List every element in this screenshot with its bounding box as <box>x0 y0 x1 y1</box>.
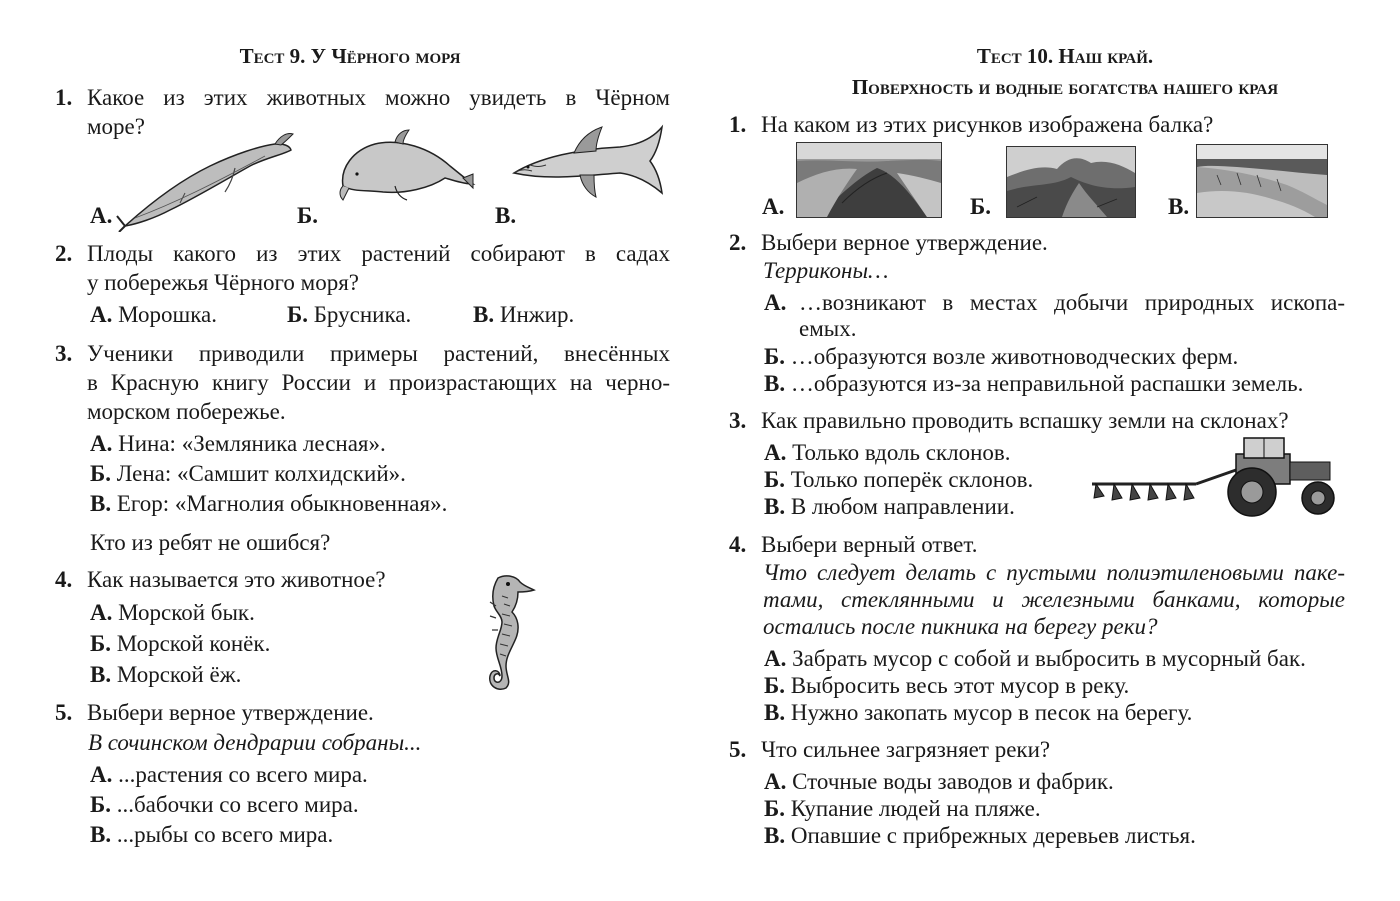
t10-q4-stem-line3: остались после пикника на берегу реки? <box>763 614 1158 639</box>
q3-option-c[interactable]: В. Егор: «Магнолия обыкновенная». <box>90 491 448 516</box>
t10-q1-option-b-label[interactable]: Б. <box>970 194 991 219</box>
q3-text-line1: Ученики приводили примеры растений, внесённых <box>87 341 670 366</box>
t10-q2-option-c[interactable]: В. …образуются из-за неправильной распашки земель. <box>764 371 1304 396</box>
q5-number: 5. <box>55 700 73 725</box>
t10-q1-option-c-label[interactable]: В. <box>1168 194 1190 219</box>
t10-q4-option-b[interactable]: Б. Выбросить весь этот мусор в реку. <box>764 673 1130 698</box>
q3-text-line2: в Красную книгу России и произрастающих на черно- <box>87 370 670 395</box>
q1-text-line1: Какое из этих животных можно увидеть в Чёрном <box>87 85 670 110</box>
t10-q4-option-c[interactable]: В. Нужно закопать мусор в песок на берегу. <box>764 700 1193 725</box>
q3-number: 3. <box>55 341 73 366</box>
t10-q2-option-a-line2[interactable]: емых. <box>799 316 857 341</box>
mountain-ridge-photo[interactable] <box>1006 146 1136 218</box>
q2-option-a[interactable]: А. Морошка. <box>90 302 217 327</box>
seahorse-icon <box>472 572 536 692</box>
t10-q1-number: 1. <box>729 112 747 137</box>
t10-q3-number: 3. <box>729 408 747 433</box>
q1-option-a-label[interactable]: А. <box>90 203 113 228</box>
tractor-plough-icon <box>1086 432 1338 518</box>
t10-q3-text: Как правильно проводить вспашку земли на склонах? <box>761 408 1289 433</box>
q3-option-b[interactable]: Б. Лена: «Самшит колхидский». <box>90 461 406 486</box>
whale-icon[interactable] <box>115 128 297 232</box>
t10-q3-option-b[interactable]: Б. Только поперёк склонов. <box>764 467 1034 492</box>
t10-q4-text: Выбери верный ответ. <box>761 532 978 557</box>
dolphin-icon[interactable] <box>335 128 477 204</box>
q5-option-b[interactable]: Б. ...бабочки со всего мира. <box>90 792 359 817</box>
t10-q2-option-b[interactable]: Б. …образуются возле животноводческих ферм. <box>764 344 1239 369</box>
q2-text-line1: Плоды какого из этих растений собирают в садах <box>87 241 670 266</box>
test10-title-line1: Тест 10. Наш край. <box>976 44 1154 68</box>
t10-q2-number: 2. <box>729 230 747 255</box>
t10-q5-option-a[interactable]: А. Сточные воды заводов и фабрик. <box>764 769 1114 794</box>
q4-option-b[interactable]: Б. Морской конёк. <box>90 631 271 656</box>
q2-number: 2. <box>55 241 73 266</box>
q3-followup: Кто из ребят не ошибся? <box>90 530 331 555</box>
t10-q5-number: 5. <box>729 737 747 762</box>
q1-option-b-label[interactable]: Б. <box>297 203 318 228</box>
t10-q4-option-a[interactable]: А. Забрать мусор с собой и выбросить в мусорный бак. <box>764 646 1306 671</box>
q4-text: Как называется это животное? <box>87 567 386 592</box>
t10-q4-stem-line2: тами, стеклянными и железными банками, которые <box>763 587 1345 612</box>
q5-option-c[interactable]: В. ...рыбы со всего мира. <box>90 822 334 847</box>
eroded-slope-photo[interactable] <box>1196 144 1328 218</box>
t10-q1-text: На каком из этих рисунков изображена балка? <box>761 112 1214 137</box>
t10-q2-stem: Терриконы… <box>763 258 889 283</box>
q4-option-a[interactable]: А. Морской бык. <box>90 600 255 625</box>
t10-q5-option-b[interactable]: Б. Купание людей на пляже. <box>764 796 1041 821</box>
q5-text: Выбери верное утверждение. <box>87 700 374 725</box>
q1-text-line2: море? <box>87 114 145 139</box>
t10-q2-text: Выбери верное утверждение. <box>761 230 1048 255</box>
ravine-photo[interactable] <box>796 142 942 218</box>
t10-q3-option-a[interactable]: А. Только вдоль склонов. <box>764 440 1011 465</box>
t10-q4-stem-line1: Что следует делать с пустыми полиэтиленовыми паке- <box>763 560 1345 585</box>
t10-q2-option-a[interactable]: А. <box>764 290 787 315</box>
q4-option-c[interactable]: В. Морской ёж. <box>90 662 242 687</box>
q3-text-line3: морском побережье. <box>87 399 286 424</box>
q5-option-a[interactable]: А. ...растения со всего мира. <box>90 762 368 787</box>
q5-stem: В сочинском дендрарии собраны... <box>88 730 422 755</box>
t10-q4-number: 4. <box>729 532 747 557</box>
shark-icon[interactable] <box>510 117 668 205</box>
q1-option-c-label[interactable]: В. <box>495 203 517 228</box>
t10-q2-option-a-line1[interactable]: …возникают в местах добычи природных ископа- <box>799 290 1345 315</box>
test10-title-line2: Поверхность и водные богатства нашего края <box>851 75 1279 99</box>
t10-q1-option-a-label[interactable]: А. <box>762 194 785 219</box>
t10-q3-option-c[interactable]: В. В любом направлении. <box>764 494 1015 519</box>
q3-option-a[interactable]: А. Нина: «Земляника лесная». <box>90 431 386 456</box>
q1-number: 1. <box>55 85 73 110</box>
t10-q5-text: Что сильнее загрязняет реки? <box>761 737 1051 762</box>
t10-q5-option-c[interactable]: В. Опавшие с прибрежных деревьев листья. <box>764 823 1196 848</box>
q2-text-line2: у побережья Чёрного моря? <box>87 270 360 295</box>
q4-number: 4. <box>55 567 73 592</box>
test9-title: Тест 9. У Чёрного моря <box>239 44 461 68</box>
q2-option-c[interactable]: В. Инжир. <box>473 302 575 327</box>
q2-option-b[interactable]: Б. Брусника. <box>287 302 412 327</box>
